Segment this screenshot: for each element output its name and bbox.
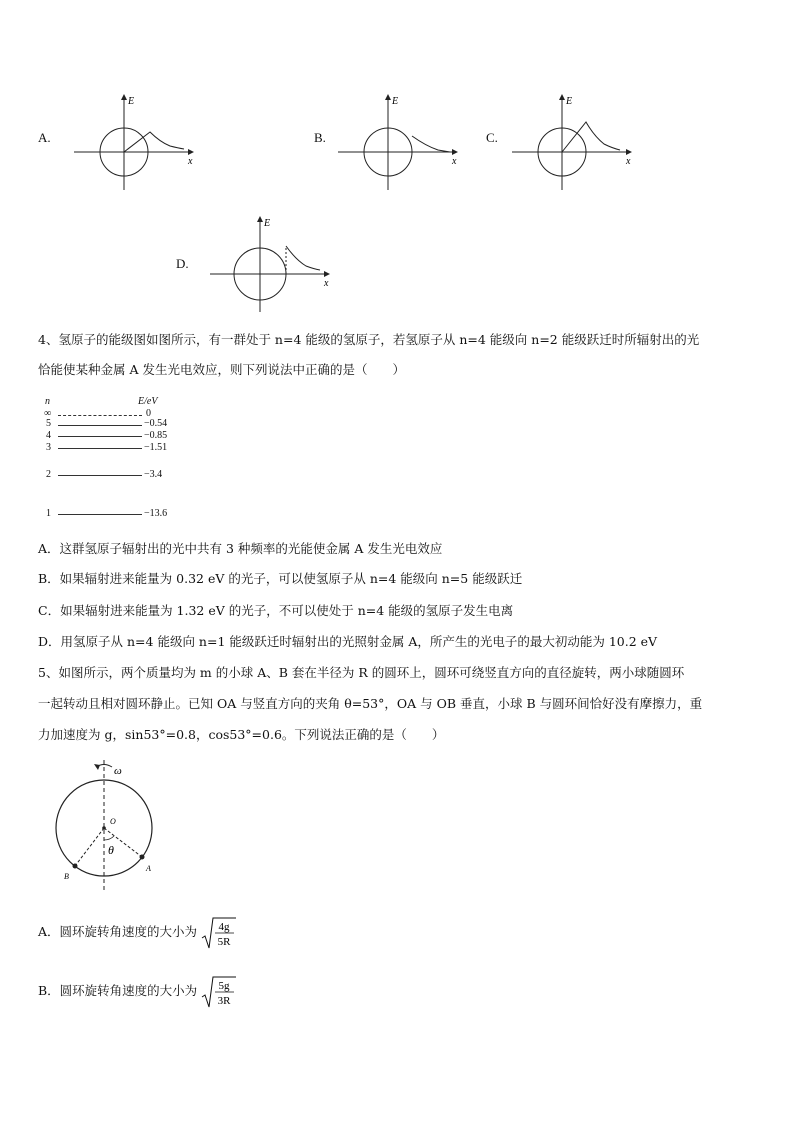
level-n-1: 1 xyxy=(46,508,51,519)
level-line-4 xyxy=(58,436,142,437)
q5-stem-line1: 5、如图所示，两个质量均为 m 的小球 A、B 套在半径为 R 的圆环上，圆环可绕竖直方向的直径旋转，两小球随圆环 xyxy=(38,665,685,680)
q5-option-b-text: B．圆环旋转角速度的大小为 xyxy=(38,983,198,998)
option-a-label: A. xyxy=(38,130,51,145)
q5-stem-line3: 力加速度为 g，sin53°=0.8，cos53°=0.6。下列说法正确的是（ ） xyxy=(38,727,445,742)
q4-stem-line1: 4、氢原子的能级图如图所示，有一群处于 n=4 能级的氢原子，若氢原子从 n=4 能级向 n=2 能级跃迁时所辐射出的光 xyxy=(38,332,700,347)
q5-option-b xyxy=(38,973,237,1009)
option-c-label: C. xyxy=(486,130,498,145)
q4-option-b: B．如果辐射进来能量为 0.32 eV 的光子，可以使氢原子从 n=4 能级向 n=5 能级跃迁 xyxy=(38,571,523,586)
q5-option-a xyxy=(38,914,237,950)
svg-text:E: E xyxy=(392,96,399,107)
level-n-inf: ∞ xyxy=(44,408,52,419)
q5-stem-line2: 一起转动且相对圆环静止。已知 OA 与竖直方向的夹角 θ=53°，OA 与 OB 垂直，小球 B 与圆环间恰好没有摩擦力，重 xyxy=(38,696,703,711)
level-e-5: −0.54 xyxy=(144,418,168,429)
level-n-3: 3 xyxy=(46,442,51,453)
ball-a xyxy=(140,855,145,860)
omega-label: ω xyxy=(114,765,122,777)
level-n-4: 4 xyxy=(46,430,51,441)
b-label: B xyxy=(64,872,69,881)
o-label: O xyxy=(110,817,116,826)
a-label: A xyxy=(146,864,151,873)
svg-text:E: E xyxy=(566,96,573,107)
sqrt-b-den: 3R xyxy=(217,995,231,1007)
ring-diagram xyxy=(50,758,162,898)
e-x-graph-c xyxy=(508,92,638,192)
svg-text:E: E xyxy=(264,218,271,229)
level-line-3 xyxy=(58,448,142,449)
sqrt-a-den: 5R xyxy=(217,936,231,948)
q5-option-a-text: A．圆环旋转角速度的大小为 xyxy=(38,924,198,939)
e-x-graph-d xyxy=(206,214,336,314)
level-e-inf: 0 xyxy=(146,408,151,419)
sqrt-expression-b xyxy=(201,974,237,1010)
e-x-graph-a xyxy=(70,92,200,192)
axis-e-label: E xyxy=(128,96,135,107)
sqrt-b-num: 5g xyxy=(218,980,230,992)
level-e-4: −0.85 xyxy=(144,430,168,441)
sqrt-a-num: 4g xyxy=(218,921,230,933)
level-e-2: −3.4 xyxy=(144,469,163,480)
ball-b xyxy=(73,864,78,869)
q4-option-d: D．用氢原子从 n=4 能级向 n=1 能级跃迁时辐射出的光照射金属 A，所产生的光电子的最大初动能为 10.2 eV xyxy=(38,634,658,649)
sqrt-expression-a xyxy=(201,915,237,951)
e-x-graph-b xyxy=(334,92,464,192)
e-header: E/eV xyxy=(138,396,158,407)
svg-text:x: x xyxy=(324,278,329,289)
svg-text:x: x xyxy=(452,156,457,167)
q4-stem-line2: 恰能使某种金属 A 发生光电效应，则下列说法中正确的是（ ） xyxy=(38,362,405,377)
q4-option-c: C．如果辐射进来能量为 1.32 eV 的光子，不可以使处于 n=4 能级的氢原子发生电离 xyxy=(38,603,514,618)
option-d-label: D. xyxy=(176,256,189,271)
level-e-3: −1.51 xyxy=(144,442,168,453)
n-header: n xyxy=(45,396,50,407)
level-line-inf xyxy=(58,415,142,416)
level-n-2: 2 xyxy=(46,469,51,480)
level-line-1 xyxy=(58,514,142,515)
theta-label: θ xyxy=(108,843,114,857)
svg-text:x: x xyxy=(626,156,631,167)
level-line-5 xyxy=(58,425,142,426)
option-b-label: B. xyxy=(314,130,326,145)
energy-level-diagram xyxy=(40,396,200,526)
q4-option-a: A．这群氢原子辐射出的光中共有 3 种频率的光能使金属 A 发生光电效应 xyxy=(38,541,443,556)
level-e-1: −13.6 xyxy=(144,508,168,519)
level-line-2 xyxy=(58,475,142,476)
axis-x-label: x xyxy=(188,156,193,167)
level-n-5: 5 xyxy=(46,418,51,429)
